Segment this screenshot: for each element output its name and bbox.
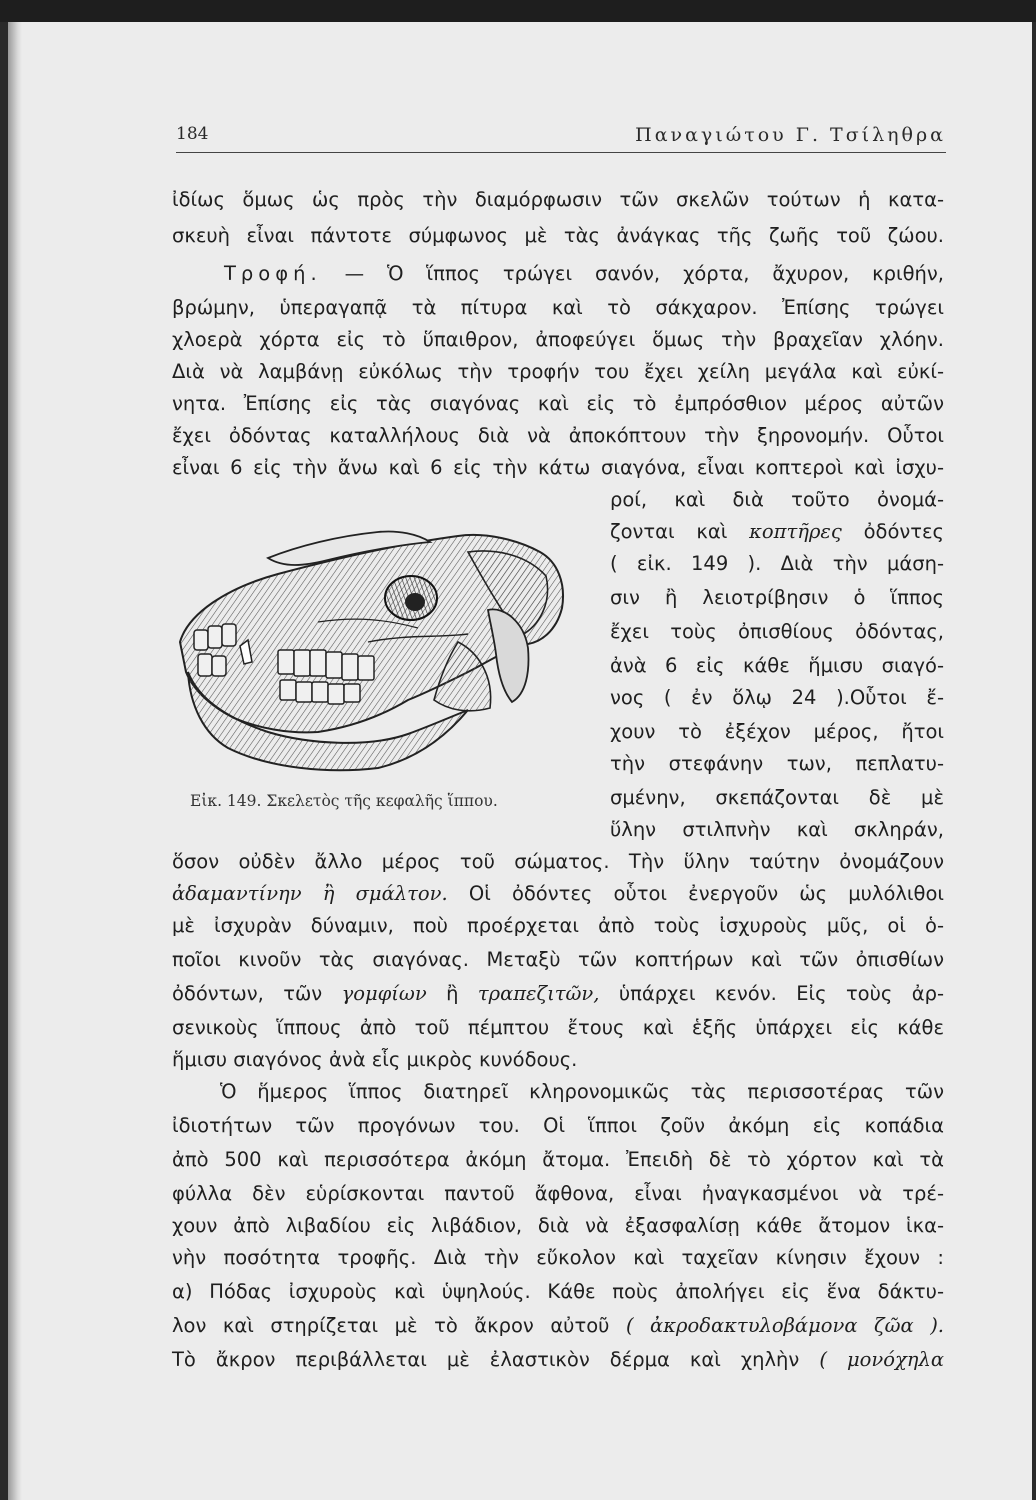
text-span: ἢ [426,982,478,1005]
text-line: ἰδίως ὅμως ὡς πρὸς τὴν διαμόρφωσιν τῶν σκελῶν τούτων ἡ κατα- [172,188,944,211]
text-line: χλοερὰ χόρτα εἰς τὸ ὕπαιθρον, ἀποφεύγει ὅμως τὴν βραχεῖαν χλόην. [172,328,944,351]
text-line [172,1348,944,1371]
page-edge-shadow [8,22,22,1500]
page-header [176,122,946,153]
text-span: ζονται καὶ [610,520,750,543]
text-line: σενικοὺς ἵππους ἀπὸ τοῦ πέμπτου ἔτους καὶ ἑξῆς ὑπάρχει εἰς κάθε [172,1016,944,1039]
scan-top-border [0,0,1036,22]
text-line: Ὁ ἥμερος ἵππος διατηρεῖ κληρονομικῶς τὰς περισσοτέρας τῶν [220,1080,944,1103]
section-heading-trofi: Τροφή. [224,262,322,285]
text-line: σιν ἢ λειοτρίβησιν ὁ ἵππος [610,586,944,609]
text-span: Οἱ ὀδόντες οὗτοι ἐνεργοῦν ὡς μυλόλιθοι [447,882,944,905]
horse-skull-illustration-icon [168,522,598,780]
text-line: νος ( ἐν ὅλῳ 24 ).Οὗτοι ἔ- [610,686,944,709]
text-span: ὀδόντων, τῶν [172,982,342,1005]
figure-caption: Εἰκ. 149. Σκελετὸς τῆς κεφαλῆς ἵππου. [190,792,498,810]
text-line: φύλλα δὲν εὑρίσκονται παντοῦ ἄφθονα, εἶναι ἠναγκασμένοι νὰ τρέ- [172,1182,944,1205]
text-line: Διὰ νὰ λαμβάνῃ εὐκόλως τὴν τροφήν του ἔχει χείλη μεγάλα καὶ εὐκί- [172,360,944,383]
text-line [172,262,944,285]
text-line: σκευὴ εἶναι πάντοτε σύμφωνος μὲ τὰς ἀνάγκας τῆς ζωῆς τοῦ ζώου. [172,224,944,247]
text-line: χουν ἀπὸ λιβαδίου εἰς λιβάδιον, διὰ νὰ ἐξασφαλίσῃ κάθε ἄτομον ἱκα- [172,1214,944,1237]
running-head: Παναγιώτου Γ. Τσίληθρα [635,124,946,146]
text-line: ὕλην στιλπνὴν καὶ σκληράν, [610,818,944,841]
italic-term: ἀδαμαντίνην ἢ σμάλτον. [172,882,448,905]
text-span: λον καὶ στηρίζεται μὲ τὸ ἄκρον αὐτοῦ [172,1314,626,1337]
text-line: α) Πόδας ἰσχυροὺς καὶ ὑψηλούς. Κάθε ποὺς ἀπολήγει εἰς ἕνα δάκτυ- [172,1280,944,1303]
text-line: ποῖοι κινοῦν τὰς σιαγόνας. Μεταξὺ τῶν κοπτήρων καὶ τῶν ὀπισθίων [172,948,944,971]
text-span: ὀδόντες [841,520,945,543]
text-line: ἥμισυ σιαγόνος ἀνὰ εἷς μικρὸς κυνόδους. [172,1048,578,1071]
italic-term: ( μονόχηλα [819,1348,944,1371]
text-line: εἶναι 6 εἰς τὴν ἄνω καὶ 6 εἰς τὴν κάτω σιαγόνα, εἶναι κοπτεροὶ καὶ ἰσχυ- [172,456,944,479]
text-line: σμένην, σκεπάζονται δὲ μὲ [610,786,944,809]
text-line [172,982,944,1005]
text-line: τὴν στεφάνην των, πεπλατυ- [610,752,944,775]
text-line: μὲ ἰσχυρὰν δύναμιν, ποὺ προέρχεται ἀπὸ τοὺς ἰσχυροὺς μῦς, οἱ ὁ- [172,914,944,937]
text-line: ἔχει ὀδόντας καταλλήλους διὰ νὰ ἀποκόπτουν τὴν ξηρονομήν. Οὗτοι [172,424,944,447]
text-line: χουν τὸ ἐξέχον μέρος, ἤτοι [610,720,944,743]
text-span: — Ὁ ἵππος τρώγει σανόν, χόρτα, ἄχυρον, κριθήν, [321,262,944,285]
text-line [172,882,944,905]
text-line [610,520,944,543]
page-number: 184 [176,124,209,144]
italic-term: τραπεζιτῶν, [477,982,600,1005]
italic-term: κοπτῆρες [749,520,842,543]
text-line: νητα. Ἐπίσης εἰς τὰς σιαγόνας καὶ εἰς τὸ ἐμπρόσθιον μέρος αὐτῶν [172,392,944,415]
text-line: ὅσον οὐδὲν ἄλλο μέρος τοῦ σώματος. Τὴν ὕλην ταύτην ὀνομάζουν [172,850,944,873]
text-line: ἀνὰ 6 εἰς κάθε ἥμισυ σιαγό- [610,654,944,677]
text-line: βρώμην, ὑπεραγαπᾷ τὰ πίτυρα καὶ τὸ σάκχαρον. Ἐπίσης τρώγει [172,296,944,319]
italic-term: ( ἀκροδακτυλοβάμονα ζῶα ). [625,1314,945,1337]
text-span: ὑπάρχει κενόν. Εἰς τοὺς ἀρ- [599,982,944,1005]
text-line: ροί, καὶ διὰ τοῦτο ὀνομά- [610,488,944,511]
text-line: ἀπὸ 500 καὶ περισσότερα ἀκόμη ἄτομα. Ἐπειδὴ δὲ τὸ χόρτον καὶ τὰ [172,1148,944,1171]
text-span: Τὸ ἄκρον περιβάλλεται μὲ ἐλαστικὸν δέρμα καὶ χηλὴν [172,1348,820,1371]
text-line [172,1314,944,1337]
text-line: ἔχει τοὺς ὀπισθίους ὀδόντας, [610,620,944,643]
text-line: ( εἰκ. 149 ). Διὰ τὴν μάση- [610,552,944,575]
text-line: νὴν ποσότητα τροφῆς. Διὰ τὴν εὔκολον καὶ ταχεῖαν κίνησιν ἔχουν : [172,1246,944,1269]
italic-term: γομφίων [341,982,427,1005]
text-line: ἰδιοτήτων τῶν προγόνων του. Οἱ ἵπποι ζοῦν ἀκόμη εἰς κοπάδια [172,1114,944,1137]
